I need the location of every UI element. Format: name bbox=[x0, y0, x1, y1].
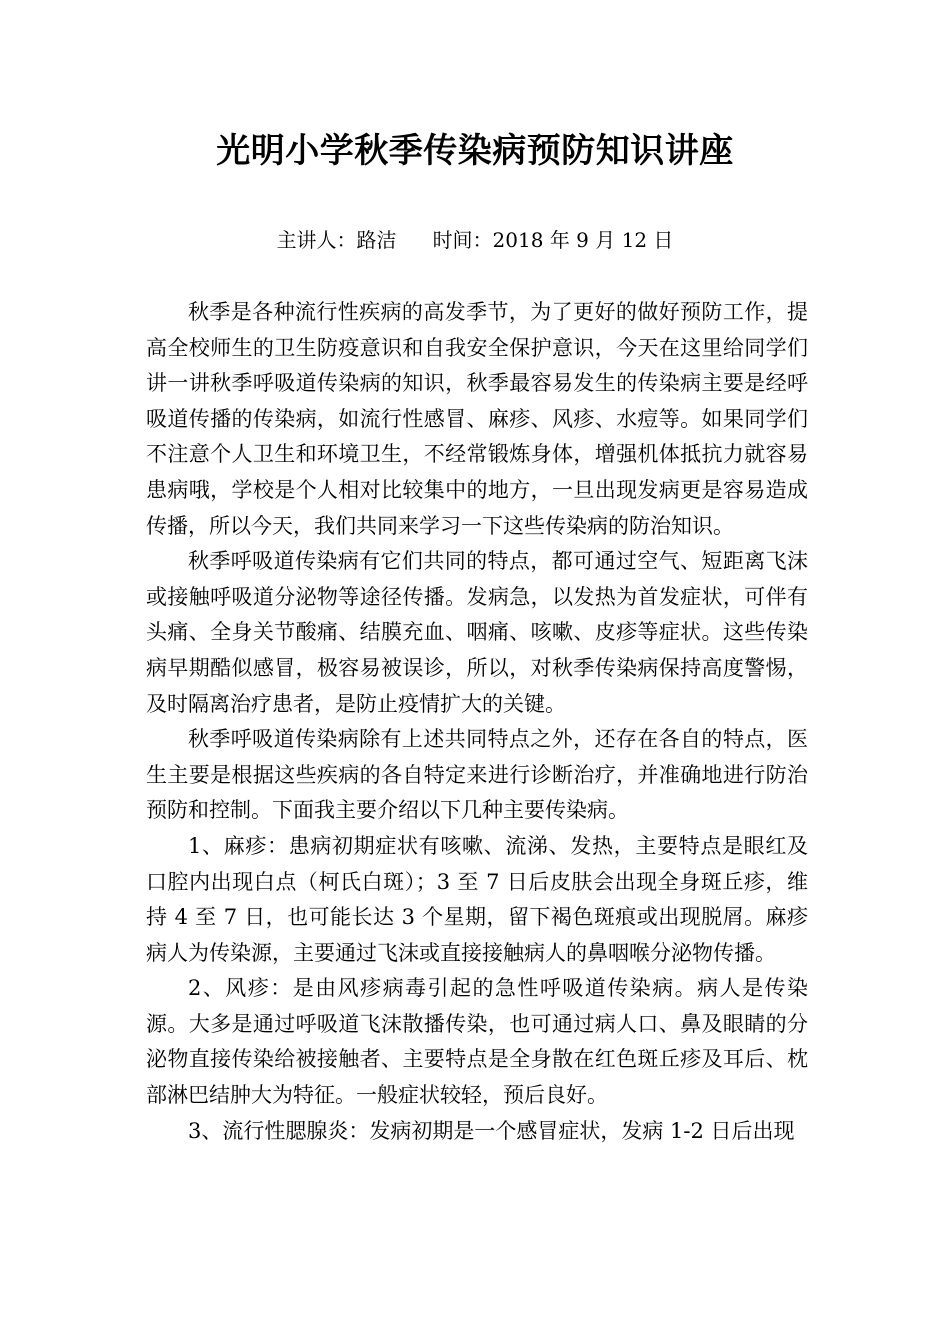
speaker-text: 主讲人：路洁 bbox=[276, 228, 397, 252]
body-paragraph: 秋季呼吸道传染病有它们共同的特点，都可通过空气、短距离飞沫或接触呼吸道分泌物等途径传播。发病急，以发热为首发症状，可伴有头痛、全身关节酸痛、结膜充血、咽痛、咳嗽、皮疹等症状。这些传染病早期酷似感冒，极容易被误诊，所以，对秋季传染病保持高度警惕，及时隔离治疗患者，是防止疫情扩大的关键。 bbox=[146, 549, 808, 716]
lecture-time: 时间：2018 年 9 月 12 日 bbox=[432, 228, 674, 252]
document-title: 光明小学秋季传染病预防知识讲座 bbox=[216, 131, 734, 171]
body-paragraph: 2、风疹：是由风疹病毒引起的急性呼吸道传染病。病人是传染源。大多是通过呼吸道飞沫散播传染，也可通过病人口、鼻及眼睛的分泌物直接传染给被接触者、主要特点是全身散在红色斑丘疹及耳后、枕部淋巴结肿大为特征。一般症状较轻，预后良好。 bbox=[146, 976, 808, 1108]
body-paragraph: 秋季是各种流行性疾病的高发季节，为了更好的做好预防工作，提高全校师生的卫生防疫意识和自我安全保护意识，今天在这里给同学们讲一讲秋季呼吸道传染病的知识，秋季最容易发生的传染病主要是经呼吸道传播的传染病，如流行性感冒、麻疹、风疹、水痘等。如果同学们不注意个人卫生和环境卫生，不经常锻炼身体，增强机体抵抗力就容易患病哦，学校是个人相对比较集中的地方，一旦出现发病更是容易造成传播，所以今天，我们共同来学习一下这些传染病的防治知识。 bbox=[146, 300, 808, 538]
body-paragraph: 3、流行性腮腺炎：发病初期是一个感冒症状，发病 1-2 日后出现 bbox=[188, 1118, 795, 1143]
body-paragraph: 秋季呼吸道传染病除有上述共同特点之外，还存在各自的特点，医生主要是根据这些疾病的各自特定来进行诊断治疗，并准确地进行防治预防和控制。下面我主要介绍以下几种主要传染病。 bbox=[146, 727, 808, 823]
lecture-meta bbox=[0, 224, 950, 256]
body-paragraph: 1、麻疹：患病初期症状有咳嗽、流涕、发热，主要特点是眼红及口腔内出现白点（柯氏白斑）；3 至 7 日后皮肤会出现全身斑丘疹，维持 4 至 7 日，也可能长达 3 个星期，留下褐色斑痕或出现脱屑。麻疹病人为传染源，主要通过飞沫或直接接触病人的鼻咽喉分泌物传播。 bbox=[146, 833, 808, 965]
document-body bbox=[146, 295, 808, 1149]
